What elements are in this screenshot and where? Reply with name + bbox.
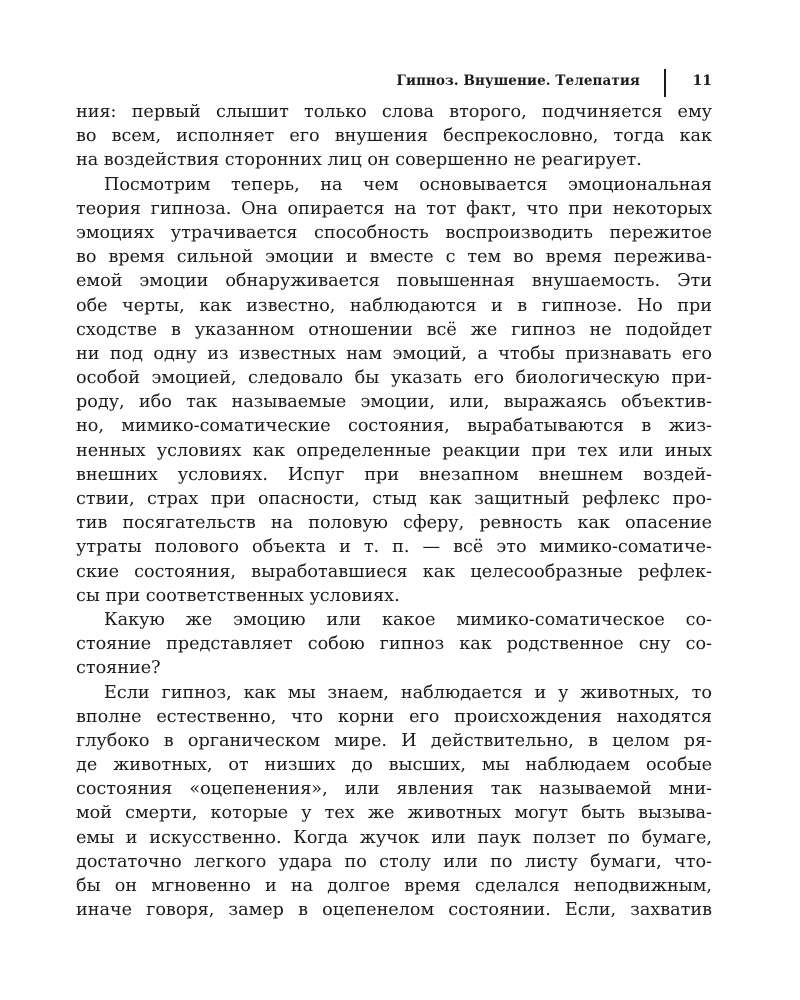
running-head xyxy=(76,69,712,97)
text-line: де животных, от низших до высших, мы наблюдаем особые xyxy=(76,755,712,776)
text-line: состояния «оцепенения», или явления так называемой мни- xyxy=(76,779,712,800)
text-line: ненных условиях как определенные реакции при тех или иных xyxy=(76,440,712,461)
text-line: стояние? xyxy=(76,658,161,679)
text-line: тив посягательств на половую сферу, ревность как опасение xyxy=(76,513,712,534)
text-line: достаточно легкого удара по столу или по листу бумаги, что- xyxy=(76,851,712,872)
text-line: Посмотрим теперь, на чем основывается эмоциональная xyxy=(104,174,712,195)
text-line: ские состояния, выработавшиеся как целесообразные рефлек- xyxy=(76,561,712,582)
text-line: обе черты, как известно, наблюдаются и в гипнозе. Но при xyxy=(76,295,712,316)
text-line: мой смерти, которые у тех же животных могут быть вызыва- xyxy=(76,803,712,824)
text-line: стояние представляет собою гипноз как родственное сну со- xyxy=(76,634,712,655)
text-line: роду, ибо так называемые эмоции, или, выражаясь объектив- xyxy=(76,392,712,413)
text-line: ни под одну из известных нам эмоций, а чтобы признавать его xyxy=(76,343,712,364)
text-line: емой эмоции обнаруживается повышенная внушаемость. Эти xyxy=(76,271,712,292)
text-line: бы он мгновенно и на долгое время сделался неподвижным, xyxy=(76,876,712,896)
text-line: глубоко в органическом мире. И действительно, в целом ря- xyxy=(76,730,712,751)
text-line: утраты полового объекта и т. п. — всё это мимико-соматиче- xyxy=(76,537,712,558)
text-line: во время сильной эмоции и вместе с тем во время пережива- xyxy=(76,247,712,268)
text-line: ния: первый слышит только слова второго, подчиняется ему xyxy=(76,102,712,122)
page-number: 11 xyxy=(692,73,712,89)
text-line: вполне естественно, что корни его происхождения находятся xyxy=(76,706,712,727)
text-line: иначе говоря, замер в оцепенелом состоянии. Если, захватив xyxy=(76,900,712,921)
text-line: теория гипноза. Она опирается на тот факт, что при некоторых xyxy=(76,198,712,219)
text-line: особой эмоцией, следовало бы указать его биологическую при- xyxy=(76,368,712,389)
text-line: внешних условиях. Испуг при внезапном внешнем воздей- xyxy=(76,464,712,485)
body-text xyxy=(76,100,712,922)
text-line: емы и искусственно. Когда жучок или паук ползет по бумаге, xyxy=(76,827,712,848)
running-title: Гипноз. Внушение. Телепатия xyxy=(396,73,640,89)
text-line: но, мимико-соматические состояния, вырабатываются в жиз- xyxy=(76,416,712,437)
header-divider xyxy=(664,69,666,97)
text-line: на воздействия сторонних лиц он совершенно не реагирует. xyxy=(76,150,642,171)
text-line: сы при соответственных условиях. xyxy=(76,585,400,606)
text-line: эмоциях утрачивается способность воспроизводить пережитое xyxy=(76,222,712,243)
text-line: Какую же эмоцию или какое мимико-соматическое со- xyxy=(104,609,712,630)
text-line: сходстве в указанном отношении всё же гипноз не подойдет xyxy=(76,319,712,340)
text-line: ствии, страх при опасности, стыд как защитный рефлекс про- xyxy=(76,489,712,509)
text-line: Если гипноз, как мы знаем, наблюдается и у животных, то xyxy=(104,682,712,703)
text-line: во всем, исполняет его внушения беспрекословно, тогда как xyxy=(76,126,712,147)
